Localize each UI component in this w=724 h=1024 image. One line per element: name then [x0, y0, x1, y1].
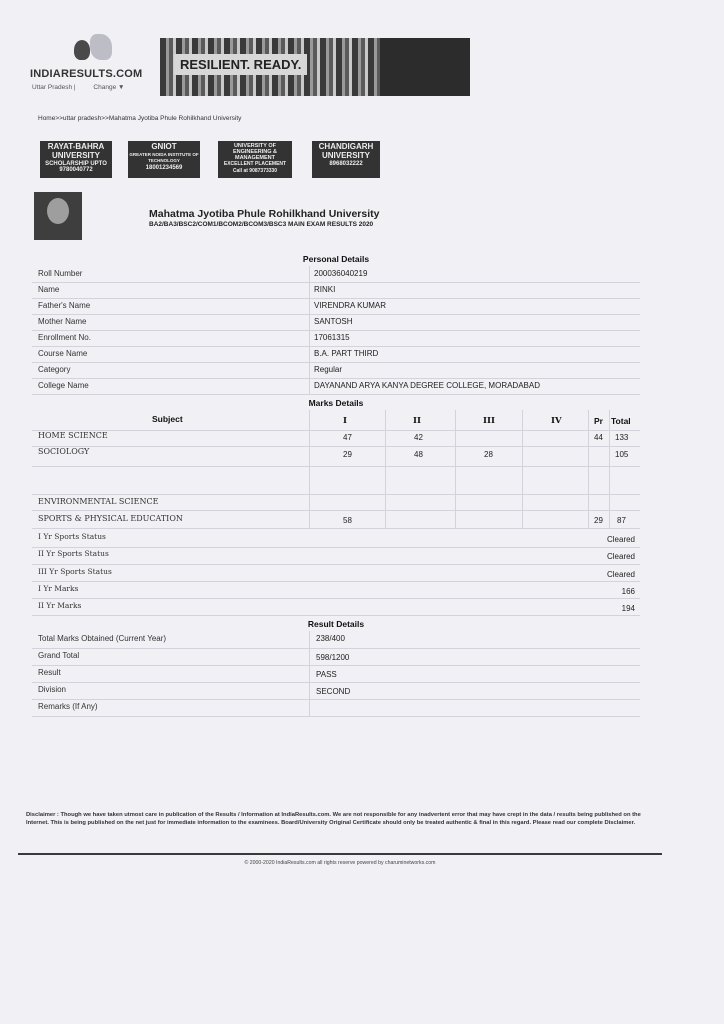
summary-value: Cleared — [606, 535, 635, 544]
ad-tag: EXCELLENT PLACEMENT — [223, 161, 287, 168]
footer-divider — [18, 853, 662, 855]
result-row — [32, 682, 640, 700]
mark-iii: 28 — [484, 450, 493, 459]
mark-total: 87 — [617, 516, 626, 525]
mark-i: 47 — [343, 433, 352, 442]
ad-title: GNIOT — [151, 142, 177, 151]
personal-details-heading: Personal Details — [302, 254, 370, 264]
ad-strip — [40, 141, 400, 179]
row-label: Enrollment No. — [38, 333, 91, 342]
result-row — [32, 631, 640, 649]
row-label: Father's Name — [38, 301, 91, 310]
row-value: RINKI — [314, 285, 336, 294]
column-divider — [385, 410, 386, 528]
row-label: Grand Total — [38, 651, 80, 660]
mark-ii: 42 — [414, 433, 423, 442]
summary-label: I Yr Sports Status — [38, 532, 106, 541]
row-label: Roll Number — [38, 269, 83, 278]
row-label: Name — [38, 285, 60, 294]
col-total: Total — [611, 416, 631, 426]
ad-tag: GREATER NOIDA INSTITUTE OF TECHNOLOGY — [129, 151, 199, 164]
column-divider — [588, 410, 589, 528]
logo-mark-icon — [74, 34, 114, 62]
ad-phone: 18001234569 — [145, 164, 183, 171]
ad-phone: 8968032222 — [329, 160, 363, 167]
column-divider — [609, 410, 610, 528]
marks-row — [32, 446, 640, 467]
summary-value: Cleared — [606, 552, 635, 561]
summary-row — [32, 598, 640, 616]
ad-tag: SCHOLARSHIP UPTO — [45, 160, 107, 167]
col-i: I — [343, 416, 347, 426]
column-divider — [309, 631, 310, 716]
row-label: Division — [38, 685, 67, 694]
personal-row — [32, 282, 640, 299]
mark-pr: 44 — [594, 433, 603, 442]
col-ii: II — [413, 416, 421, 426]
row-label: Mother Name — [38, 317, 87, 326]
exam-subtitle: BA2/BA3/BSC2/COM1/BCOM2/BCOM3/BSC3 MAIN EXAM RESULTS 2020 — [149, 221, 374, 228]
summary-label: II Yr Marks — [38, 601, 82, 610]
ad-chandigarh[interactable] — [312, 141, 380, 178]
row-label: Category — [38, 365, 71, 374]
marks-row-empty — [32, 466, 640, 495]
breadcrumb[interactable]: Home>>uttar pradesh>>Mahatma Jyotiba Phule Rohilkhand University — [38, 115, 242, 122]
summary-row — [32, 581, 640, 599]
copyright-text: © 2000-2020 IndiaResults.com all rights reserve powered by charuminetworks.com — [244, 860, 436, 866]
ad-rayat-bahra[interactable] — [40, 141, 112, 178]
column-divider — [522, 410, 523, 528]
row-label: Remarks (If Any) — [38, 702, 98, 711]
indiaresults-logo[interactable] — [30, 32, 150, 94]
row-label: College Name — [38, 381, 89, 390]
result-details-heading: Result Details — [307, 619, 365, 629]
column-divider — [309, 410, 310, 528]
personal-row — [32, 298, 640, 315]
result-row — [32, 665, 640, 683]
row-value: Regular — [314, 365, 343, 374]
result-row — [32, 699, 640, 717]
personal-row — [32, 314, 640, 331]
banner-text: RESILIENT. READY. — [174, 54, 307, 75]
subject-name: ENVIRONMENTAL SCIENCE — [38, 497, 159, 506]
university-emblem-icon — [34, 192, 82, 240]
mark-pr: 29 — [594, 516, 603, 525]
region-selector[interactable] — [32, 84, 124, 91]
row-value: SECOND — [316, 687, 351, 696]
row-value: B.A. PART THIRD — [314, 349, 379, 358]
change-region-link[interactable]: Change ▼ — [93, 84, 125, 91]
ad-title: CHANDIGARH UNIVERSITY — [318, 142, 374, 160]
mark-i: 29 — [343, 450, 352, 459]
col-pr: Pr — [594, 416, 603, 426]
mark-total: 105 — [615, 450, 629, 459]
personal-row — [32, 330, 640, 347]
row-value: DAYANAND ARYA KANYA DEGREE COLLEGE, MORADABAD — [314, 381, 540, 390]
mark-total: 133 — [615, 433, 629, 442]
summary-value: Cleared — [606, 570, 635, 579]
col-iv: IV — [551, 416, 562, 426]
row-value: SANTOSH — [314, 317, 353, 326]
summary-row — [32, 547, 640, 565]
subject-name: HOME SCIENCE — [38, 431, 108, 440]
column-divider — [309, 266, 310, 394]
region-label: Uttar Pradesh | — [32, 84, 76, 91]
ad-phone: Call at 9087373330 — [232, 167, 278, 174]
university-title: Mahatma Jyotiba Phule Rohilkhand University — [149, 208, 380, 220]
disclaimer-text: Disclaimer : Though we have taken utmost care in publication of the Results / Information at IndiaResults.com. We are not responsible for any inadvertent error that may have crept in the data / results being published on the Internet. This is being published on the net just for immediate information to the examinees. Board/University Original Certificate should only be treated authentic & final in this regard. Please read our complete Disclaimer. — [26, 812, 641, 826]
row-label: Result — [38, 668, 61, 677]
personal-row — [32, 378, 640, 395]
row-value: PASS — [316, 670, 337, 679]
summary-value: 166 — [621, 587, 635, 596]
column-divider — [455, 410, 456, 528]
subject-name: SPORTS & PHYSICAL EDUCATION — [38, 514, 183, 523]
ad-title: UNIVERSITY OF ENGINEERING & MANAGEMENT — [232, 143, 277, 162]
ad-phone: 9780040772 — [59, 167, 93, 174]
summary-row — [32, 564, 640, 582]
summary-row — [32, 530, 640, 548]
col-subject: Subject — [152, 414, 183, 424]
result-row — [32, 648, 640, 666]
ad-uem[interactable] — [218, 141, 292, 178]
row-value: 200036040219 — [314, 269, 368, 278]
brand-name: INDIARESULTS.COM — [30, 68, 143, 80]
summary-label: III Yr Sports Status — [38, 567, 112, 576]
mark-ii: 48 — [414, 450, 423, 459]
row-value: 238/400 — [316, 634, 345, 643]
ad-gniot[interactable] — [128, 141, 200, 178]
row-value: 598/1200 — [316, 653, 350, 662]
row-label: Course Name — [38, 349, 88, 358]
ad-title: RAYAT-BAHRA UNIVERSITY — [47, 142, 105, 160]
marks-details-heading: Marks Details — [308, 398, 364, 408]
row-label: Total Marks Obtained (Current Year) — [38, 634, 167, 643]
summary-value: 194 — [621, 604, 635, 613]
marks-header-row — [32, 410, 640, 431]
col-iii: III — [483, 416, 495, 426]
summary-label: I Yr Marks — [38, 584, 79, 593]
subject-name: SOCIOLOGY — [38, 447, 90, 456]
personal-row — [32, 362, 640, 379]
mark-i: 58 — [343, 516, 352, 525]
row-value: 17061315 — [314, 333, 350, 342]
row-value: VIRENDRA KUMAR — [314, 301, 387, 310]
personal-row — [32, 346, 640, 363]
personal-row — [32, 266, 640, 283]
summary-label: II Yr Sports Status — [38, 549, 109, 558]
marks-row — [32, 430, 640, 447]
ad-banner[interactable] — [160, 38, 470, 96]
